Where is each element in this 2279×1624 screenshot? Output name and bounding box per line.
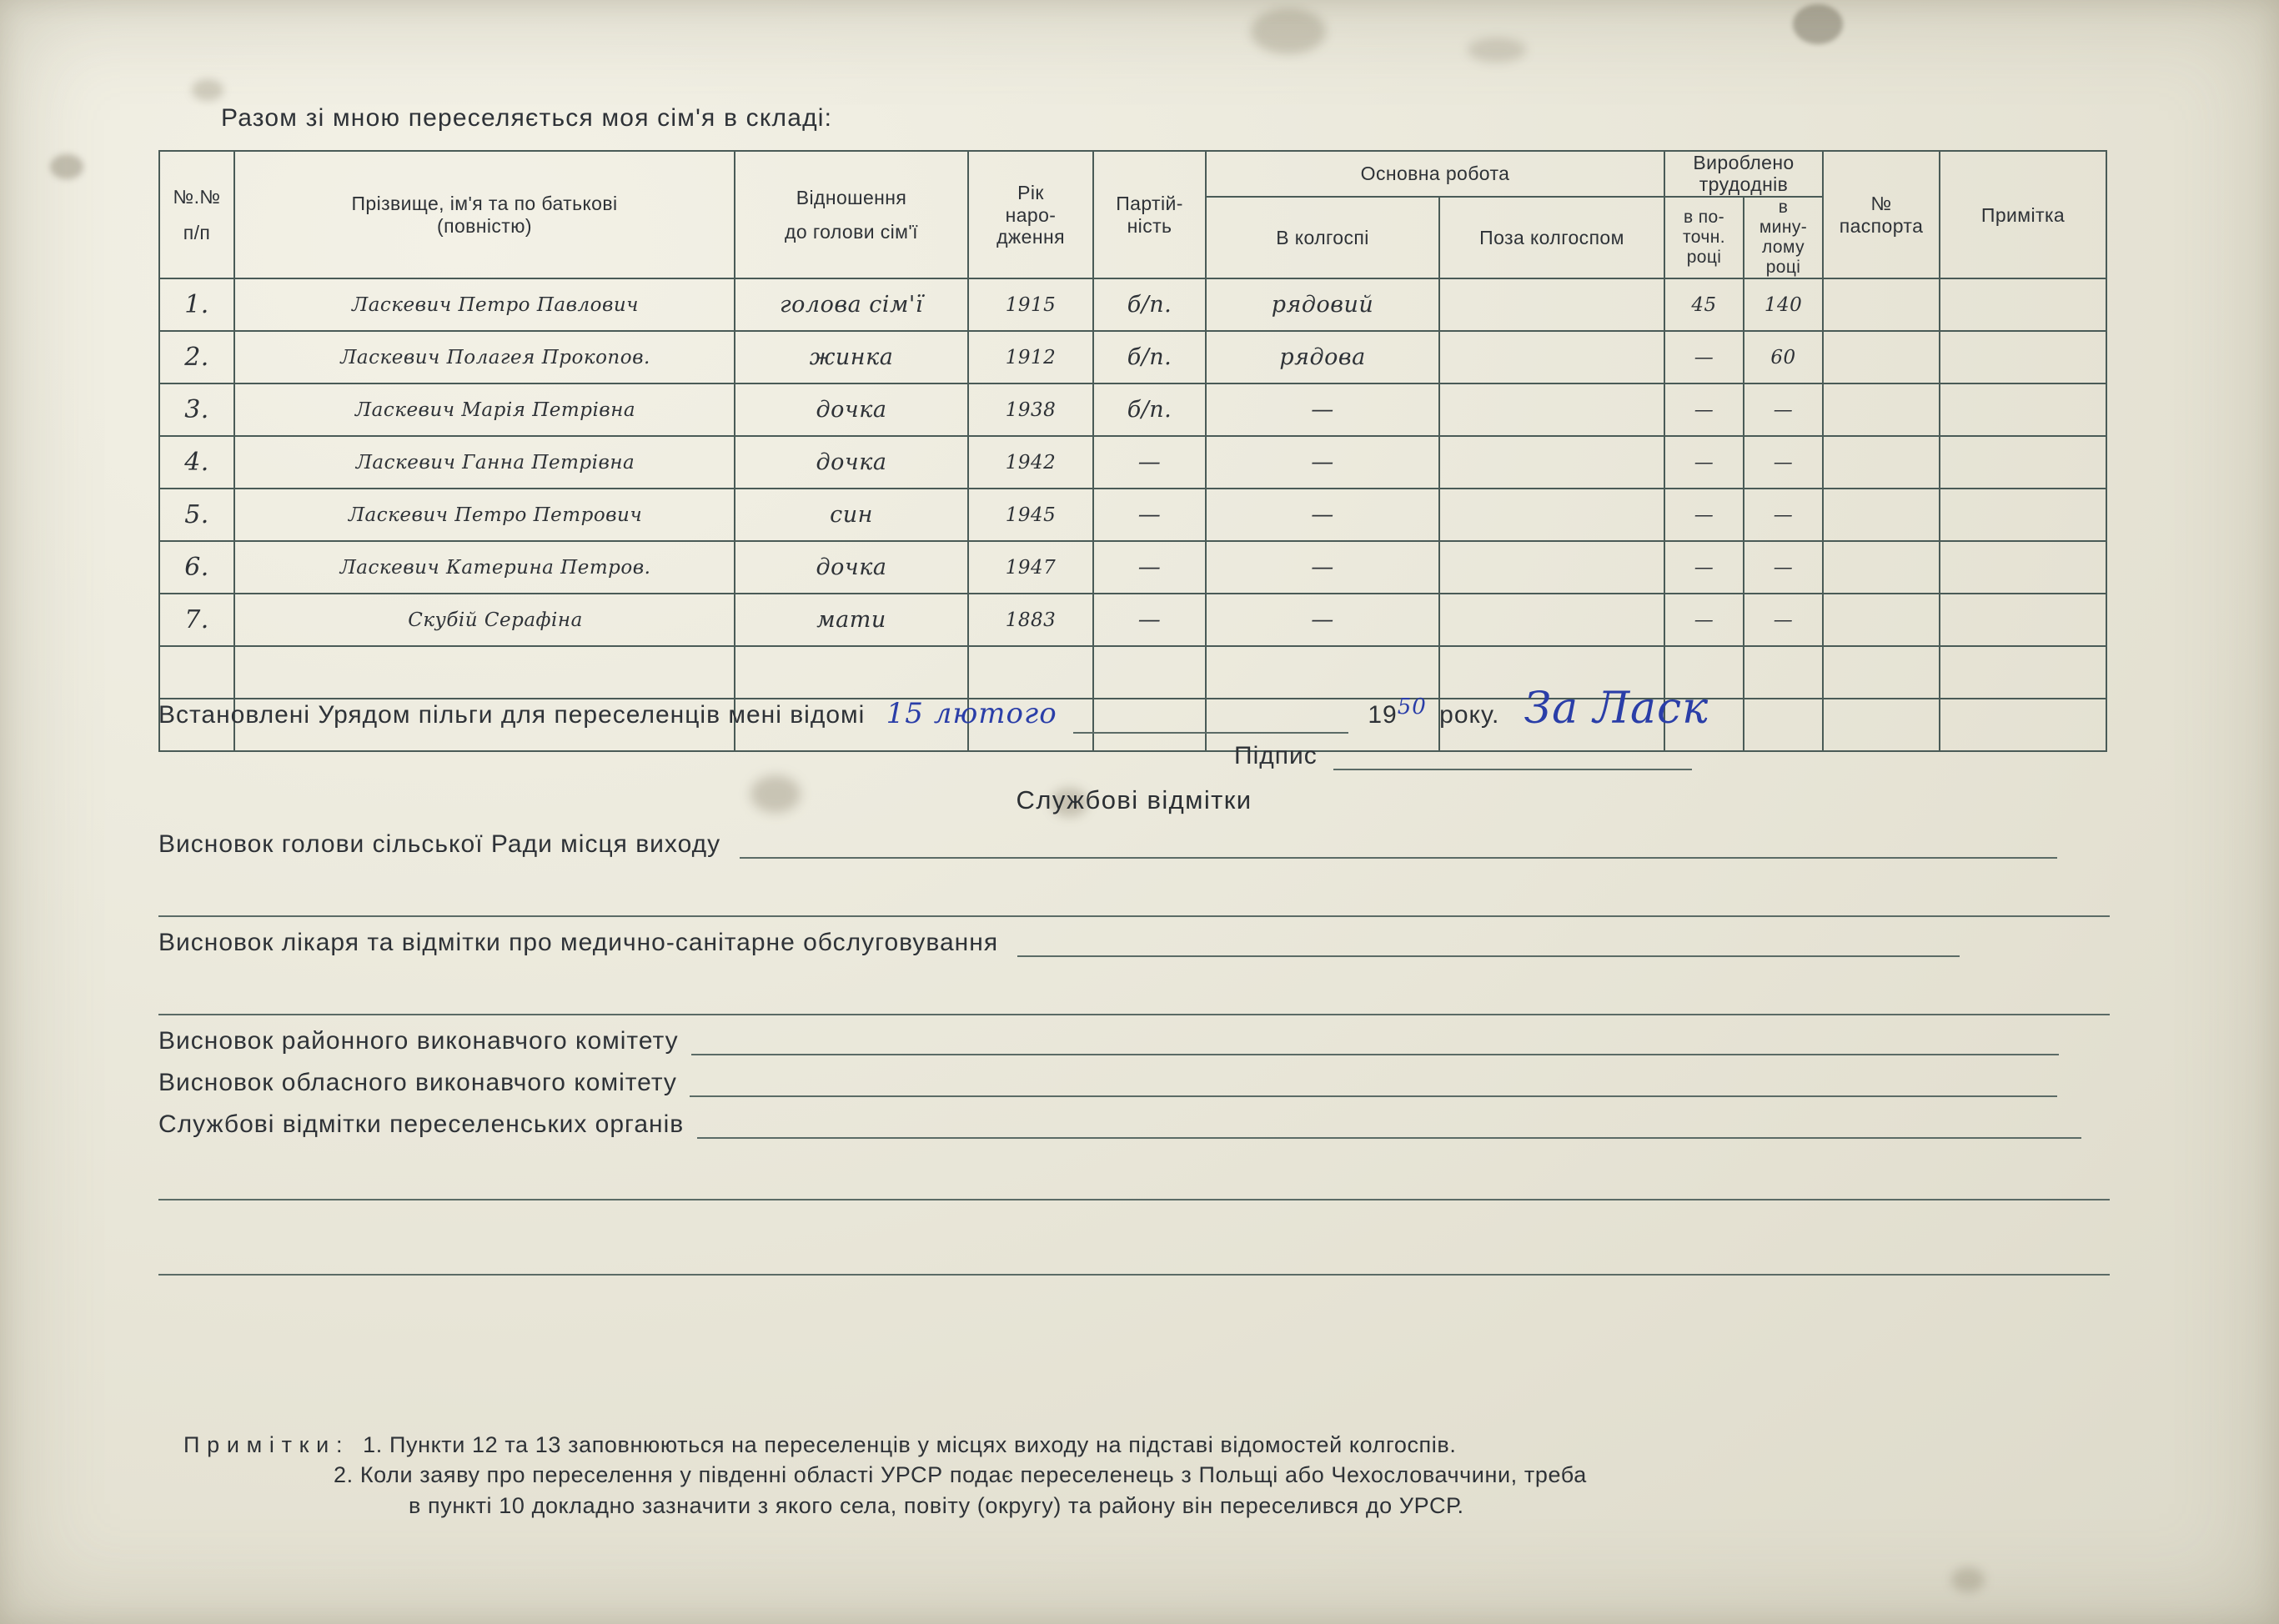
th-trudodni (1664, 151, 1823, 197)
cell-trud-current: — (1664, 489, 1744, 541)
cell-trud-previous: — (1744, 436, 1823, 489)
th-relation-line1: Відношення (796, 187, 907, 209)
table-row (159, 278, 2106, 331)
service-rule-3 (691, 1032, 2059, 1055)
table-row (159, 383, 2106, 436)
cell-trud-previous: 140 (1744, 278, 1823, 331)
cell-birth: 1945 (968, 489, 1093, 541)
cell-poza (1439, 383, 1664, 436)
cell-name: Ласкевич Ганна Петрівна (234, 436, 735, 489)
service-rule-1 (740, 835, 2057, 859)
cell-passport (1823, 383, 1940, 436)
cell-no: 3. (159, 383, 234, 436)
cell-party: б/п. (1093, 331, 1206, 383)
service-marks-title: Службові відмітки (1016, 785, 1252, 815)
table-body (159, 278, 2106, 751)
th-no-line2: п/п (183, 221, 211, 243)
cell-party: б/п. (1093, 383, 1206, 436)
th-work-poza: Поза колгоспом (1439, 197, 1664, 279)
footnote-item-2-cont: в пункті 10 докладно зазначити з якого села, повіту (округу) та району він переселився до УРСР. (409, 1492, 1464, 1518)
th-work-kolhosp: В колгоспі (1206, 197, 1439, 279)
paper-blot (1951, 1567, 1985, 1592)
cell-name: Ласкевич Петро Павлович (234, 278, 735, 331)
footnote-item-1: 1. Пункти 12 та 13 заповнюються на переселенців у місцях виходу на підставі відомостей колгоспів. (363, 1432, 1457, 1457)
cell-trud-previous: 60 (1744, 331, 1823, 383)
cell-party: б/п. (1093, 278, 1206, 331)
cell-kolhosp: рядовий (1206, 278, 1439, 331)
cell-no: 1. (159, 278, 234, 331)
lower-section (158, 684, 2110, 1276)
signature-label: Підпис (1234, 742, 1318, 769)
cell-relation: дочка (735, 383, 968, 436)
th-name-line1: Прізвище, ім'я та по батькові (351, 193, 618, 215)
cell-birth: 1942 (968, 436, 1093, 489)
footnote-item-2: 2. Коли заяву про переселення у південні області УРСР подає переселенець з Польщі або Чехословаччини, треба (334, 1462, 1587, 1488)
th-trud-prev-l4: році (1765, 258, 1801, 278)
cell-kolhosp: — (1206, 594, 1439, 646)
th-relation-line2: до голови сім'ї (785, 220, 918, 243)
th-birth (968, 151, 1093, 278)
cell-poza (1439, 594, 1664, 646)
cell-birth: 1947 (968, 541, 1093, 594)
service-blank-rule-3 (158, 1162, 2110, 1200)
declaration-date-rule (1073, 710, 1348, 734)
table-row (159, 436, 2106, 489)
cell-passport (1823, 594, 1940, 646)
cell-trud-current: — (1664, 383, 1744, 436)
service-label-5: Службові відмітки переселенських органів (158, 1110, 685, 1138)
th-trudodni-line2: трудоднів (1699, 173, 1789, 196)
footnotes-first-line (183, 1430, 2118, 1460)
th-party-line1: Партій- (1116, 193, 1183, 215)
service-label-4: Висновок обласного виконавчого комітету (158, 1069, 677, 1096)
cell-poza (1439, 436, 1664, 489)
cell-poza (1439, 489, 1664, 541)
table-row (159, 594, 2106, 646)
family-members-table (158, 150, 2107, 752)
declaration-year-hand: 50 (1397, 694, 1427, 719)
declaration-row (158, 684, 2110, 734)
service-line-3 (158, 1027, 2110, 1055)
cell-poza (1439, 331, 1664, 383)
service-line-2 (158, 929, 2110, 957)
th-trud-cur-l1: в по- (1683, 207, 1725, 227)
paper-blot (1793, 4, 1843, 44)
th-trud-prev-l3: лому (1762, 238, 1805, 258)
th-passport-line1: № (1870, 193, 1892, 215)
cell-trud-current: — (1664, 594, 1744, 646)
cell-relation: дочка (735, 541, 968, 594)
th-trud-prev-l2: мину- (1759, 218, 1808, 238)
cell-name: Ласкевич Полагея Прокопов. (234, 331, 735, 383)
th-trud-cur-l3: році (1686, 248, 1722, 268)
cell-party: — (1093, 541, 1206, 594)
declaration-date-hand: 15 лютого (886, 697, 1057, 730)
service-rule-4 (690, 1074, 2057, 1097)
th-no (159, 151, 234, 278)
th-name (234, 151, 735, 278)
cell-passport (1823, 278, 1940, 331)
cell-trud-current: 45 (1664, 278, 1744, 331)
th-no-line1: №.№ (173, 186, 221, 208)
declaration-year-suffix: року. (1439, 701, 1500, 729)
th-birth-line3: дження (996, 225, 1065, 248)
cell-relation: дочка (735, 436, 968, 489)
cell-relation: син (735, 489, 968, 541)
th-trudodni-line1: Вироблено (1693, 152, 1795, 173)
cell-note (1940, 383, 2106, 436)
cell-note (1940, 541, 2106, 594)
intro-text: Разом зі мною переселяється моя сім'я в складі: (221, 104, 833, 132)
cell-relation: голова сім'ї (735, 278, 968, 331)
cell-name: Скубій Серафіна (234, 594, 735, 646)
cell-birth: 1938 (968, 383, 1093, 436)
cell-trud-current: — (1664, 436, 1744, 489)
th-trud-cur-l2: точн. (1683, 228, 1725, 248)
cell-relation: жинка (735, 331, 968, 383)
service-line-1 (158, 830, 2110, 859)
th-passport-line2: паспорта (1839, 214, 1924, 237)
cell-poza (1439, 541, 1664, 594)
service-label-2: Висновок лікаря та відмітки про медично-санітарне обслуговування (158, 929, 999, 956)
form-footnotes (183, 1430, 2118, 1521)
th-work: Основна робота (1206, 151, 1664, 197)
table-row (159, 541, 2106, 594)
cell-note (1940, 489, 2106, 541)
th-trud-previous (1744, 197, 1823, 279)
th-party-line2: ність (1127, 214, 1172, 237)
signature-row (1234, 742, 2110, 770)
cell-passport (1823, 436, 1940, 489)
cell-note (1940, 278, 2106, 331)
cell-no: 7. (159, 594, 234, 646)
th-trud-prev-l1: в (1778, 197, 1789, 217)
cell-birth: 1883 (968, 594, 1093, 646)
cell-trud-current: — (1664, 541, 1744, 594)
th-birth-line2: наро- (1005, 203, 1057, 226)
cell-passport (1823, 489, 1940, 541)
service-rule-5 (697, 1115, 2081, 1139)
service-blank-rule-1 (158, 879, 2110, 917)
cell-passport (1823, 331, 1940, 383)
service-blank-rule-4 (158, 1237, 2110, 1276)
form-sheet (125, 50, 2143, 1559)
cell-trud-current: — (1664, 331, 1744, 383)
cell-kolhosp: — (1206, 489, 1439, 541)
table-row (159, 331, 2106, 383)
cell-trud-previous: — (1744, 541, 1823, 594)
signature-rule (1333, 747, 1692, 770)
cell-note (1940, 594, 2106, 646)
cell-trud-previous: — (1744, 383, 1823, 436)
service-line-4 (158, 1069, 2110, 1097)
th-relation (735, 151, 968, 278)
table-row (159, 489, 2106, 541)
cell-party: — (1093, 489, 1206, 541)
paper-blot (50, 154, 83, 179)
cell-no: 4. (159, 436, 234, 489)
cell-name: Ласкевич Марія Петрівна (234, 383, 735, 436)
service-label-3: Висновок районного виконавчого комітету (158, 1027, 679, 1055)
service-line-5 (158, 1110, 2110, 1139)
cell-name: Ласкевич Петро Петрович (234, 489, 735, 541)
cell-trud-previous: — (1744, 594, 1823, 646)
th-note: Примітка (1940, 151, 2106, 278)
cell-kolhosp: рядова (1206, 331, 1439, 383)
declaration-text: Встановлені Урядом пільги для переселенців мені відомі (158, 701, 866, 729)
cell-passport (1823, 541, 1940, 594)
declaration-year-prefix: 19 (1368, 701, 1398, 729)
th-trud-current (1664, 197, 1744, 279)
cell-no: 5. (159, 489, 234, 541)
cell-party: — (1093, 436, 1206, 489)
th-passport (1823, 151, 1940, 278)
cell-birth: 1912 (968, 331, 1093, 383)
cell-relation: мати (735, 594, 968, 646)
footnotes-label: П р и м і т к и : (183, 1432, 344, 1457)
cell-name: Ласкевич Катерина Петров. (234, 541, 735, 594)
service-blank-rule-2 (158, 977, 2110, 1015)
service-rule-2 (1017, 934, 1960, 957)
th-name-line2: (повністю) (437, 214, 532, 237)
cell-birth: 1915 (968, 278, 1093, 331)
cell-party: — (1093, 594, 1206, 646)
cell-kolhosp: — (1206, 436, 1439, 489)
cell-kolhosp: — (1206, 383, 1439, 436)
cell-no: 6. (159, 541, 234, 594)
signature-handwriting: За Ласк (1524, 684, 1709, 734)
th-party (1093, 151, 1206, 278)
th-birth-line1: Рік (1017, 182, 1044, 204)
cell-note (1940, 331, 2106, 383)
cell-trud-previous: — (1744, 489, 1823, 541)
cell-poza (1439, 278, 1664, 331)
service-label-1: Висновок голови сільської Ради місця виходу (158, 830, 721, 858)
cell-note (1940, 436, 2106, 489)
paper-blot (1251, 8, 1326, 54)
cell-kolhosp: — (1206, 541, 1439, 594)
cell-no: 2. (159, 331, 234, 383)
